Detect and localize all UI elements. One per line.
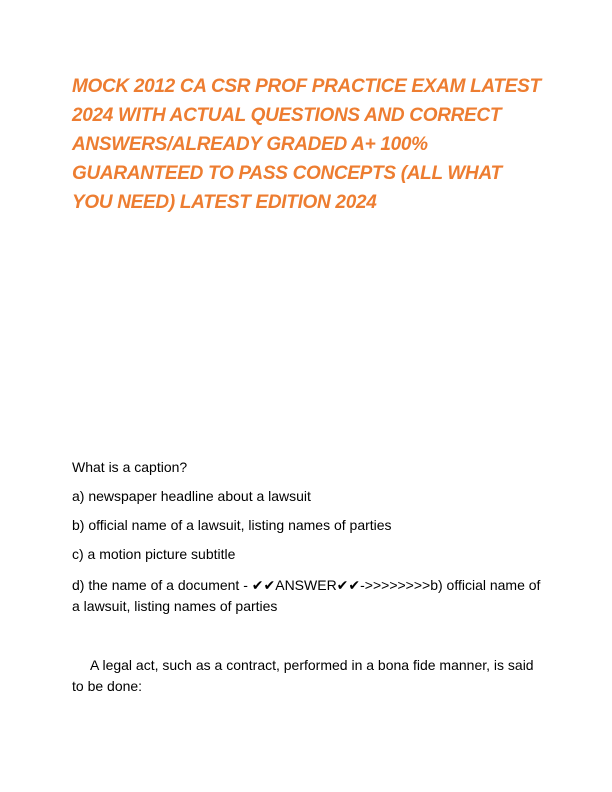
question-1-option-c: c) a motion picture subtitle [72, 546, 236, 562]
question-1-option-b: b) official name of a lawsuit, listing names of parties [72, 517, 392, 533]
question-2-prompt: A legal act, such as a contract, performed in a bona fide manner, is said to be done: [72, 657, 534, 694]
question-1-option-d-answer: d) the name of a document - ✔✔ANSWER✔✔->>>>>>>>b) official name of a lawsuit, listing names of parties [72, 577, 541, 614]
document-title: MOCK 2012 CA CSR PROF PRACTICE EXAM LATEST 2024 WITH ACTUAL QUESTIONS AND CORRECT ANSWERS/ALREADY GRADED A+ 100% GUARANTEED TO PASS CONCEPTS (ALL WHAT YOU NEED) LATEST EDITION 2024 [72, 76, 541, 213]
question-1-prompt: What is a caption? [72, 459, 188, 475]
question-1-option-a: a) newspaper headline about a lawsuit [72, 488, 311, 504]
